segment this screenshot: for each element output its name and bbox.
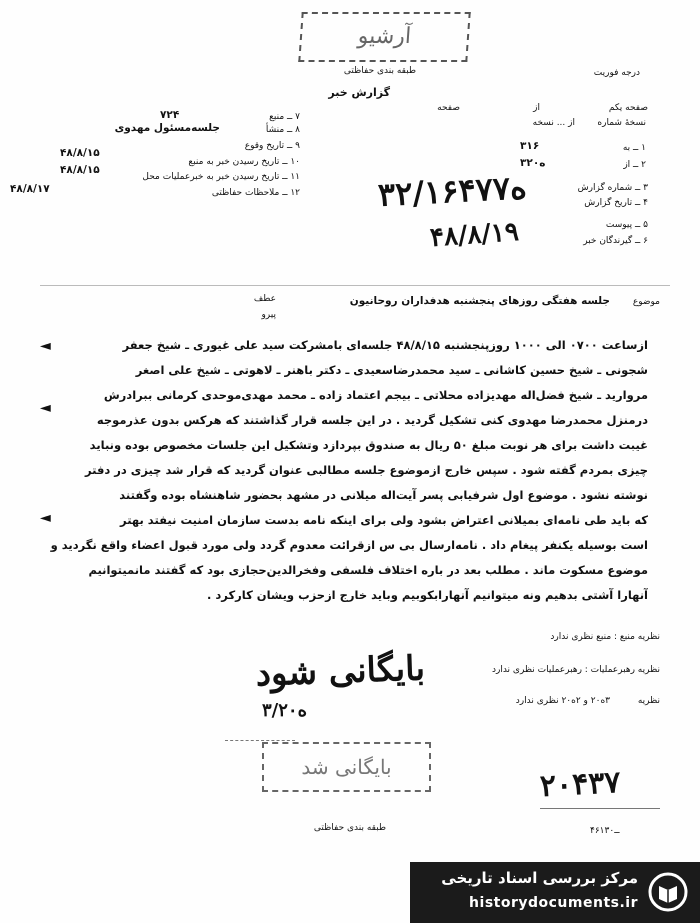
urgency-label: درجه فوریت: [593, 68, 640, 78]
underline: [540, 808, 660, 809]
archive-stamp-top: آرشیو: [298, 12, 470, 62]
field-11-label: ۱۱ ــ تاریخ رسیدن خبر به خبرعملیات محل: [142, 172, 300, 182]
classification-bottom: طبقه بندی حفاظتی: [313, 823, 387, 833]
copy-detail: از ... نسخه: [532, 118, 575, 128]
form-code: ۴۶ــ۱۳۰: [590, 826, 620, 836]
field-7-label: ۷ ــ منبع: [269, 112, 300, 122]
classification-top: طبقه بندی حفاظتی: [343, 66, 417, 76]
page-from: از: [533, 103, 540, 113]
station-eval-text: ۳ه۲۰ و ۲ه۲۰ نظری ندارد: [515, 696, 610, 706]
field-8-value: جلسه‌مسئول مهدوی: [114, 122, 220, 134]
subject-text: جلسه هفتگی روزهای پنجشنبه هدفداران روحانیون: [349, 295, 610, 307]
handwritten-report-number: ۳ه۲/۱۶۴۷۷: [377, 168, 528, 214]
copy-label: نسخهٔ شماره: [597, 118, 646, 128]
body-line: مروارید ـ شیخ فضل‌اله مهدیزاده محلاتی ـ بیجم اعتماد زاده ـ محمد مهدی‌موحدی کرمانی ببرادرش: [103, 388, 648, 402]
body-line: غیبت داشت برای هر نوبت مبلغ ۵۰ ریال به صندوق بپردازد وتشکیل این جلسات مخصوص بوده ونباید: [89, 438, 648, 452]
field-12-label: ۱۲ ــ ملاحظات حفاظتی: [211, 188, 300, 198]
logo-text-en: historydocuments.ir: [469, 895, 638, 911]
ref-label-2: پیرو: [261, 310, 276, 320]
body-line: نوشته نشود . موضوع اول شرفیابی پسر آیت‌اله میلانی در مشهد بحضور شاهنشاه بوده وگفتند: [119, 488, 648, 502]
body-line: درمنزل محمدرضا مهدوی کنی تشکیل گردید . در این جلسه قرار گذاشتند که هرکس بدون عذرموجه: [96, 413, 648, 427]
field-10-label: ۱۰ ــ تاریخ رسیدن خبر به منبع: [188, 157, 300, 167]
field-9-label: ۹ ــ تاریخ وقوع: [244, 141, 300, 151]
field-2-label: ۲ ــ از: [623, 160, 646, 170]
signature-line: [225, 740, 295, 741]
field-11-value: ۴۸/۸/۱۷: [10, 183, 50, 195]
field-5-label: ۵ ــ پیوست: [605, 220, 648, 230]
subject-label: موضوع: [632, 297, 660, 307]
field-3-label: ۳ ــ شماره گزارش: [577, 183, 648, 193]
body-line: است بوسیله یکنفر پیغام داد . نامه‌ارسال بی س ازقرائت معدوم گردد ولی مورد قبول اعضاء واقع نگردید و: [50, 538, 648, 552]
margin-arrow-icon: ◄: [40, 510, 51, 526]
body-line: که باید طی نامه‌ای بمیلانی اعتراض بشود ولی برای اینکه نامه بدست سازمان امنیت نیفتد بهتر: [120, 513, 648, 527]
handwritten-report-date: ۴۸/۸/۱۹: [429, 216, 520, 254]
handwritten-archive-instruction: بایگانی شود: [255, 648, 426, 695]
ref-label: عطف: [253, 294, 276, 304]
field-1-label: ۱ ــ به: [622, 143, 646, 153]
margin-arrow-icon: ◄: [40, 338, 51, 354]
book-logo-icon: [648, 872, 688, 912]
field-7-value: ۷۲۴: [160, 109, 180, 121]
page-word: صفحه: [437, 103, 460, 113]
case-officer-evaluation: نظریه رهبرعملیات : رهبرعملیات نظری ندارد: [491, 665, 660, 675]
station-eval-label: نظریه: [637, 696, 660, 706]
field-10-value: ۴۸/۸/۱۵: [60, 164, 100, 176]
field-1-value: ۳۱۶: [520, 140, 540, 152]
report-title: گزارش خبر: [328, 86, 390, 99]
body-line: موضوع مسکوت ماند . مطلب بعد در باره اختلاف فلسفی وفخرالدین‌حجازی بود که گفتند مانمیتوانیم: [88, 563, 648, 577]
header-divider: [40, 285, 670, 286]
logo-text-fa: مرکز بررسی اسناد تاریخی: [441, 869, 638, 887]
handwritten-code: ۳/ه۲۰: [262, 700, 308, 721]
handwritten-file-number: ۲۰۴۳۷: [539, 764, 622, 805]
field-9-value: ۴۸/۸/۱۵: [60, 147, 100, 159]
archive-stamp-bottom: بایگانی شد: [262, 742, 431, 792]
field-2-value: ۳ه۲۰: [520, 157, 546, 169]
field-6-label: ۶ ــ گیرندگان خبر: [583, 236, 648, 246]
source-evaluation: نظریه منبع : منبع نظری ندارد: [550, 632, 660, 642]
body-line: چیزی بمردم گفته شود . سپس خارج ازموضوع جلسه مطالبی عنوان گردید که قرار شد چیزی در دفتر: [84, 463, 648, 477]
body-line: شجونی ـ شیخ حسین کاشانی ـ سید محمدرضاسعیدی ـ دکتر باهنر ـ لاهوتی ـ شیخ علی اصغر: [135, 363, 648, 377]
margin-arrow-icon: ◄: [40, 400, 51, 416]
field-8-label: ۸ ــ منشأ: [265, 125, 300, 135]
page-label: صفحه یکم: [608, 103, 648, 113]
field-4-label: ۴ ــ تاریخ گزارش: [584, 198, 648, 208]
watermark-logo: [410, 862, 700, 923]
body-line: ازساعت ۰۷۰۰ الی ۱۰۰۰ روزپنجشنبه ۴۸/۸/۱۵ جلسه‌ای بامشرکت سید علی غیوری ـ شیخ جعفر: [122, 338, 648, 352]
body-line: آنهارا آشتی بدهیم ونه میتوانیم آنهارابکوبیم وباید خارج ازحزب ویشان کارکرد .: [207, 588, 648, 602]
